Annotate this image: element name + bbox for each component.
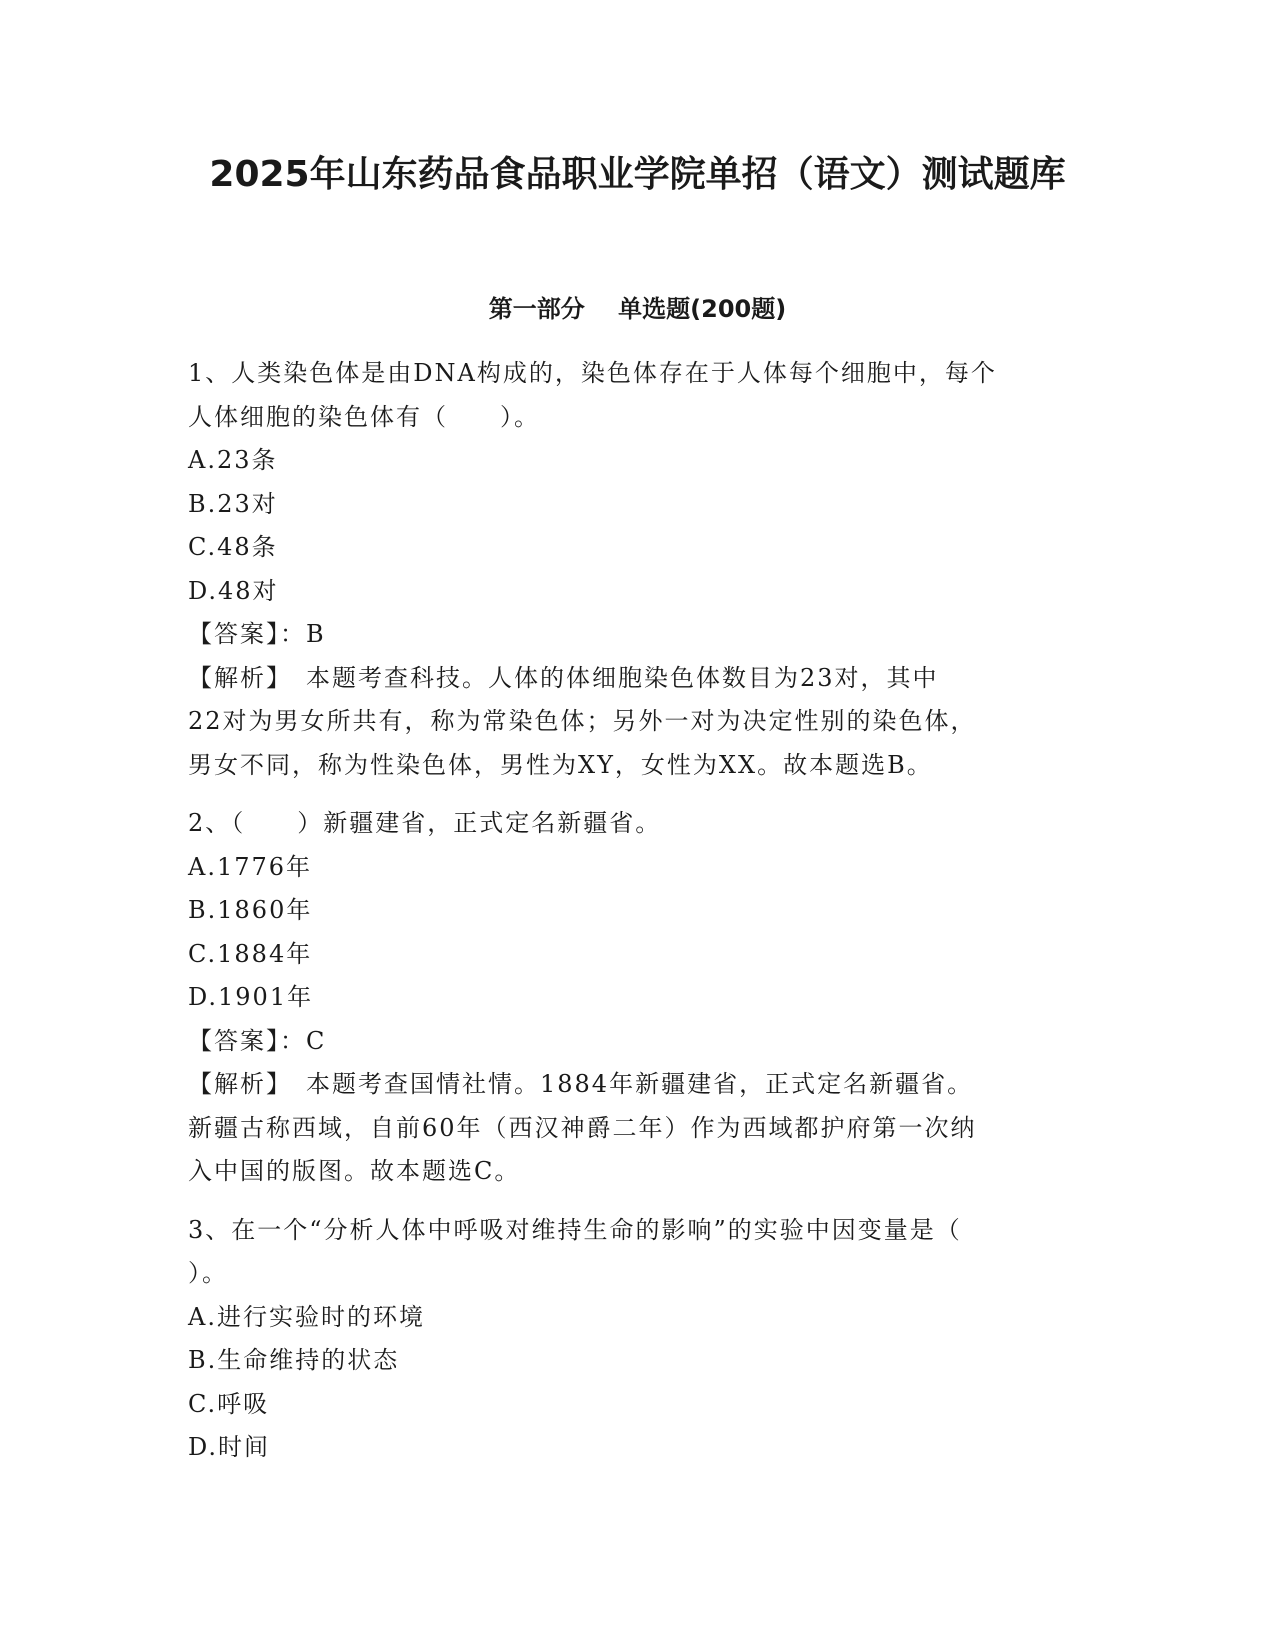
answer-option: C.1884年 xyxy=(188,939,313,968)
answer-key: 【答案】：C xyxy=(188,1026,327,1055)
analysis-text: 男女不同，称为性染色体，男性为XY，女性为XX。故本题选B。 xyxy=(188,750,933,779)
answer-option: D.48对 xyxy=(188,576,279,605)
analysis-text: 22对为男女所共有，称为常染色体；另外一对为决定性别的染色体， xyxy=(188,707,977,735)
answer-option: B.23对 xyxy=(188,489,278,518)
answer-option: D.时间 xyxy=(188,1433,271,1461)
question-stem: ）。 xyxy=(188,1259,228,1287)
question-stem: 1、人类染色体是由DNA构成的，染色体存在于人体每个细胞中，每个 xyxy=(188,359,997,387)
question-block-2 xyxy=(188,802,1078,1194)
question-block-3 xyxy=(188,1209,1078,1470)
answer-option: C.48条 xyxy=(188,533,278,561)
analysis-text: 新疆古称西域，自前60年（西汉神爵二年）作为西域都护府第一次纳 xyxy=(188,1113,977,1142)
question-list xyxy=(188,352,1078,1470)
question-block-1 xyxy=(188,352,1078,787)
answer-option: C.呼吸 xyxy=(188,1389,270,1418)
question-stem: 人体细胞的染色体有（ ）。 xyxy=(188,402,540,431)
answer-option: B.1860年 xyxy=(188,896,313,924)
question-stem: 3、在一个“分析人体中呼吸对维持生命的影响”的实验中因变量是（ xyxy=(188,1215,962,1244)
analysis-text: 【解析】 本题考查国情社情。1884年新疆建省，正式定名新疆省。 xyxy=(188,1070,974,1098)
answer-option: D.1901年 xyxy=(188,983,314,1011)
answer-option: A.23条 xyxy=(188,446,278,474)
document-title: 2025年山东药品食品职业学院单招（语文）测试题库 xyxy=(209,154,1066,195)
analysis-text: 【解析】 本题考查科技。人体的体细胞染色体数目为23对，其中 xyxy=(188,663,939,692)
question-stem: 2、（ ）新疆建省，正式定名新疆省。 xyxy=(188,809,662,837)
answer-option: B.生命维持的状态 xyxy=(188,1346,400,1374)
answer-option: A.1776年 xyxy=(188,852,313,881)
answer-key: 【答案】：B xyxy=(188,620,326,648)
answer-option: A.进行实验时的环境 xyxy=(188,1302,425,1331)
analysis-text: 入中国的版图。故本题选C。 xyxy=(188,1157,521,1185)
section-title: 第一部分 单选题(200题) xyxy=(488,295,787,323)
